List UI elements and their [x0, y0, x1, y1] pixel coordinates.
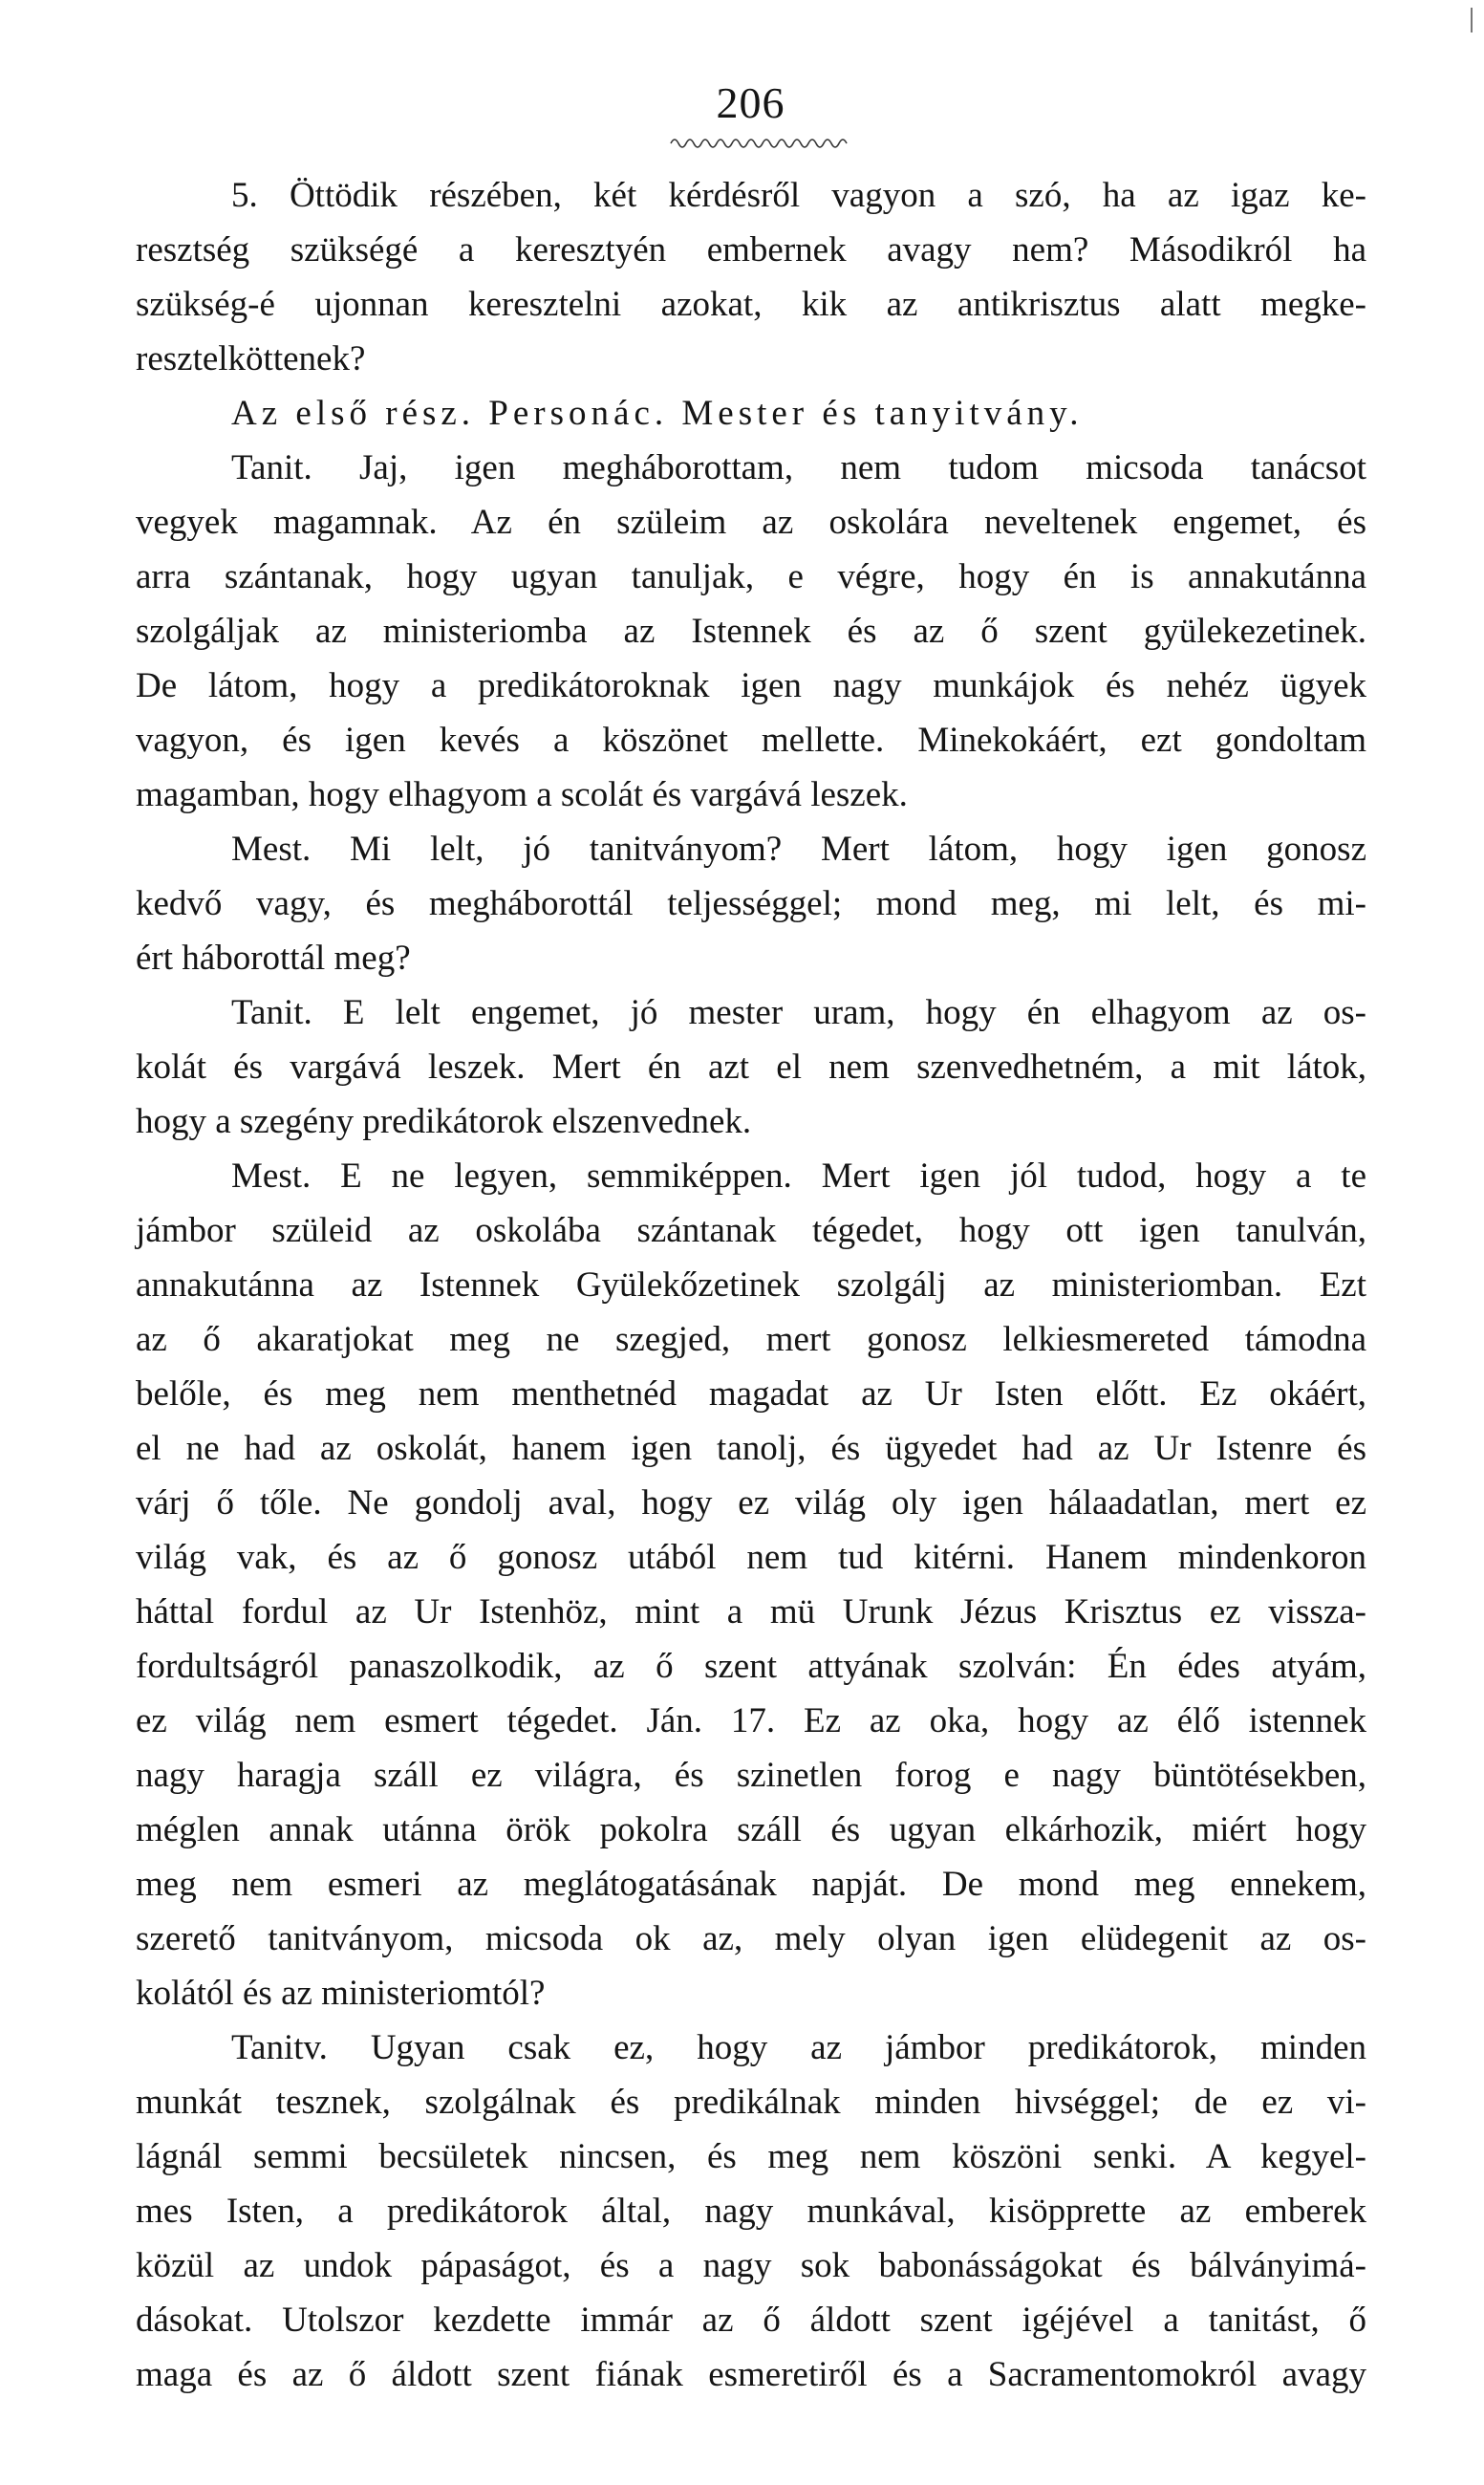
paragraph-tanit-1: [136, 441, 1366, 822]
text-line: fordultságról panaszolkodik, az ő szent attyának szolván: Én édes atyám,: [136, 1647, 1366, 1686]
paragraph-intro: [136, 168, 1366, 386]
text-line: dásokat. Utolszor kezdette immár az ő áldott szent igéjével a tanitást, ő: [136, 2301, 1366, 2340]
paragraph-mest-2: [136, 1149, 1366, 2020]
text-line: szükség-é ujonnan keresztelni azokat, kik az antikrisztus alatt megke-: [136, 285, 1366, 324]
text-line: várj ő tőle. Ne gondolj aval, hogy ez világ oly igen hálaadatlan, mert ez: [136, 1483, 1366, 1523]
text-line: közül az undok pápaságot, és a nagy sok babonásságokat és bálványimá-: [136, 2246, 1366, 2285]
paragraph-mest-1: [136, 822, 1366, 985]
text-line: méglen annak utánna örök pokolra száll és ugyan elkárhozik, miért hogy: [136, 1810, 1366, 1849]
text-line: az ő akaratjokat meg ne szegjed, mert gonosz lelkiesmereted támodna: [136, 1320, 1366, 1359]
text-line: Mest. E ne legyen, semmiképpen. Mert igen jól tudod, hogy a te: [231, 1156, 1366, 1196]
text-line: Tanitv. Ugyan csak ez, hogy az jámbor predikátorok, minden: [231, 2028, 1366, 2067]
text-line: nagy haragja száll ez világra, és szinetlen forog e nagy büntötésekben,: [136, 1756, 1366, 1795]
text-line: De látom, hogy a predikátoroknak igen nagy munkájok és nehéz ügyek: [136, 666, 1366, 705]
text-line: ez világ nem esmert tégedet. Ján. 17. Ez az oka, hogy az élő istennek: [136, 1701, 1366, 1740]
text-line: kolától és az ministeriomtól?: [136, 1974, 546, 2013]
text-line: vegyek magamnak. Az én szüleim az oskolára neveltenek engemet, és: [136, 503, 1366, 542]
text-line: mes Isten, a predikátorok által, nagy munkával, kisöpprette az emberek: [136, 2192, 1366, 2231]
text-line: meg nem esmeri az meglátogatásának napját. De mond meg ennekem,: [136, 1865, 1366, 1904]
text-line: világ vak, és az ő gonosz utából nem tud kitérni. Hanem mindenkoron: [136, 1538, 1366, 1577]
text-line: vagyon, és igen kevés a köszönet mellette. Minekokáért, ezt gondoltam: [136, 721, 1366, 760]
page-number-ornament: [669, 134, 850, 151]
text-line: 5. Öttödik részében, két kérdésről vagyon a szó, ha az igaz ke-: [231, 176, 1366, 215]
text-line: magamban, hogy elhagyom a scolát és vargává leszek.: [136, 775, 908, 814]
body-text: [136, 168, 1366, 2402]
text-line: kedvő vagy, és megháborottál teljességgel; mond meg, mi lelt, és mi-: [136, 884, 1366, 923]
text-line: lágnál semmi becsületek nincsen, és meg nem köszöni senki. A kegyel-: [136, 2137, 1366, 2176]
text-line: Tanit. Jaj, igen megháborottam, nem tudom micsoda tanácsot: [231, 448, 1366, 487]
text-line: hogy a szegény predikátorok elszenvednek.: [136, 1102, 752, 1141]
text-line: resztelköttenek?: [136, 339, 366, 378]
paragraph-tanit-2: [136, 985, 1366, 1149]
text-line: jámbor szüleid az oskolába szántanak tégedet, hogy ott igen tanulván,: [136, 1211, 1366, 1250]
text-line: resztség szükségé a keresztyén embernek avagy nem? Másodikról ha: [136, 230, 1366, 270]
text-line: Tanit. E lelt engemet, jó mester uram, hogy én elhagyom az os-: [231, 993, 1366, 1032]
section-heading: [136, 386, 1366, 441]
text-line: belőle, és meg nem menthetnéd magadat az Ur Isten előtt. Ez okáért,: [136, 1374, 1366, 1414]
paragraph-tanitv: [136, 2020, 1366, 2402]
scan-edge-mark: [1471, 8, 1473, 32]
text-line: háttal fordul az Ur Istenhöz, mint a mü Urunk Jézus Krisztus ez vissza-: [136, 1592, 1366, 1631]
text-line: szerető tanitványom, micsoda ok az, mely olyan igen elüdegenit az os-: [136, 1919, 1366, 1958]
text-line: munkát tesznek, szolgálnak és predikálnak minden hivséggel; de ez vi-: [136, 2083, 1366, 2122]
text-line: szolgáljak az ministeriomba az Istennek és az ő szent gyülekezetinek.: [136, 612, 1366, 651]
text-line: arra szántanak, hogy ugyan tanuljak, e végre, hogy én is annakutánna: [136, 557, 1366, 596]
text-line: ért háborottál meg?: [136, 939, 411, 978]
text-line: annakutánna az Istennek Gyülekőzetinek szolgálj az ministeriomban. Ezt: [136, 1265, 1366, 1305]
text-line: Mest. Mi lelt, jó tanitványom? Mert látom, hogy igen gonosz: [231, 830, 1366, 869]
text-line: kolát és vargává leszek. Mert én azt el nem szenvedhetném, a mit látok,: [136, 1048, 1366, 1087]
page-number: 206: [716, 78, 785, 127]
text-line: maga és az ő áldott szent fiának esmeretiről és a Sacramentomokról avagy: [136, 2355, 1366, 2394]
text-line: el ne had az oskolát, hanem igen tanolj, és ügyedet had az Ur Istenre és: [136, 1429, 1366, 1468]
heading-line: Az első rész. Personác. Mester és tanyitvány.: [231, 394, 1084, 433]
